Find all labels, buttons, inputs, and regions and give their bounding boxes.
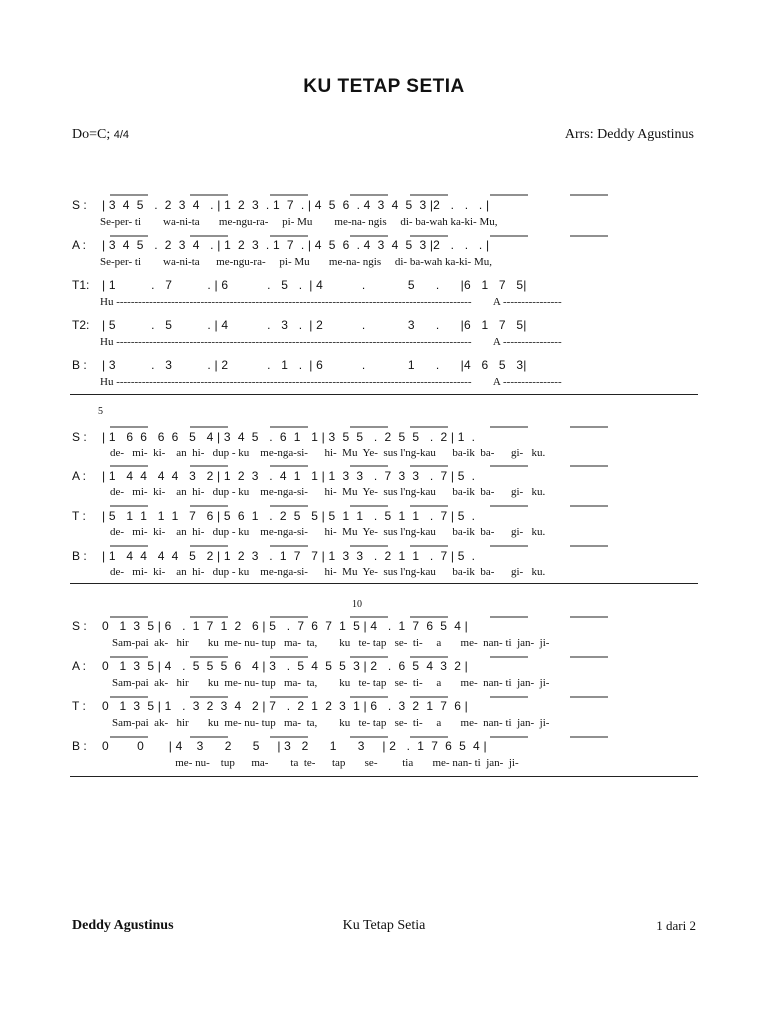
staff-tenor-1	[70, 278, 698, 294]
note-line: 0 1 3 5 | 1 . 3 2 3 4 2 | 7 . 2 1 2 3 1 | 6 . 3 2 1 7 6 |	[102, 699, 468, 713]
time-signature: 4/4	[113, 129, 130, 141]
score-system-1	[70, 188, 698, 396]
key-signature: Do=C;	[72, 127, 111, 142]
voice-label: S :	[72, 619, 87, 633]
arranger-credit: Arrs: Deddy Agustinus	[564, 127, 694, 142]
lyrics-line: Sam-pai ak- hir ku me- nu- tup ma- ta, ku te- tap se- ti- a me- nan- ti jan- ji-	[112, 717, 550, 729]
note-line: | 3 4 5 . 2 3 4 . | 1 2 3 . 1 7 . | 4 5 6 . 4 3 4 5 3 |2 . . . |	[102, 238, 490, 252]
lyrics-line: Hu ------------------------------------------------------------------------------------------------- A ----------------	[100, 376, 562, 388]
staff-alto	[70, 238, 698, 254]
footer-song-title: Ku Tetap Setia	[342, 918, 426, 933]
lyrics-line: Hu ------------------------------------------------------------------------------------------------- A ----------------	[100, 336, 562, 348]
staff-alto	[70, 469, 698, 485]
voice-label: A :	[72, 659, 87, 673]
lyrics-line: Hu ------------------------------------------------------------------------------------------------- A ----------------	[100, 296, 562, 308]
note-line: 0 0 | 4 3 2 5 | 3 2 1 3 | 2 . 1 7 6 5 4 |	[102, 739, 487, 753]
lyrics-line: de- mi- ki- an hi- dup - ku me-nga-si- hi- Mu Ye- sus l'ng-kau ba-ik ba- gi- ku.	[110, 526, 546, 538]
voice-label: B :	[72, 549, 87, 563]
note-line: | 1 . 7 . | 6 . 5 . | 4 . 5 . |6 1 7 5|	[102, 278, 527, 292]
staff-bass	[70, 739, 698, 755]
note-line: | 5 1 1 1 1 7 6 | 5 6 1 . 2 5 5 | 5 1 1 . 5 1 1 . 7 | 5 .	[102, 509, 476, 523]
voice-label: S :	[72, 198, 87, 212]
system-divider	[70, 583, 698, 584]
voice-label: A :	[72, 238, 87, 252]
page-title: KU TETAP SETIA	[303, 76, 465, 97]
note-line: | 1 4 4 4 4 5 2 | 1 2 3 . 1 7 7 | 1 3 3 . 2 1 1 . 7 | 5 .	[102, 549, 476, 563]
voice-label: T :	[72, 509, 86, 523]
lyrics-line: Se-per- ti wa-ni-ta me-ngu-ra- pi- Mu me-na- ngis di- ba-wah ka-ki- Mu,	[100, 216, 498, 228]
system-divider	[70, 394, 698, 395]
voice-label: T2:	[72, 318, 90, 332]
lyrics-line: Sam-pai ak- hir ku me- nu- tup ma- ta, ku te- tap se- ti- a me- nan- ti jan- ji-	[112, 637, 550, 649]
measure-number: 5	[98, 406, 103, 417]
key-and-time	[72, 127, 129, 143]
lyrics-line: Sam-pai ak- hir ku me- nu- tup ma- ta, ku te- tap se- ti- a me- nan- ti jan- ji-	[112, 677, 550, 689]
score-system-3	[70, 598, 698, 778]
lyrics-line: de- mi- ki- an hi- dup - ku me-nga-si- hi- Mu Ye- sus l'ng-kau ba-ik ba- gi- ku.	[110, 447, 546, 459]
voice-label: S :	[72, 430, 87, 444]
lyrics-line: de- mi- ki- an hi- dup - ku me-nga-si- hi- Mu Ye- sus l'ng-kau ba-ik ba- gi- ku.	[110, 566, 546, 578]
staff-soprano	[70, 430, 698, 446]
staff-soprano	[70, 198, 698, 214]
lyrics-line: de- mi- ki- an hi- dup - ku me-nga-si- hi- Mu Ye- sus l'ng-kau ba-ik ba- gi- ku.	[110, 486, 546, 498]
staff-bass	[70, 549, 698, 565]
voice-label: B :	[72, 739, 87, 753]
staff-tenor	[70, 509, 698, 525]
staff-bass	[70, 358, 698, 374]
footer-page-number: 1 dari 2	[656, 918, 696, 933]
note-line: | 3 . 3 . | 2 . 1 . | 6 . 1 . |4 6 5 3|	[102, 358, 527, 372]
staff-tenor	[70, 699, 698, 715]
staff-soprano	[70, 619, 698, 635]
note-line: | 3 4 5 . 2 3 4 . | 1 2 3 . 1 7 . | 4 5 6 . 4 3 4 5 3 |2 . . . |	[102, 198, 490, 212]
measure-number: 10	[352, 599, 362, 610]
note-line: | 1 6 6 6 6 5 4 | 3 4 5 . 6 1 1 | 3 5 5 . 2 5 5 . 2 | 1 .	[102, 430, 476, 444]
lyrics-line: Se-per- ti wa-ni-ta me-ngu-ra- pi- Mu me-na- ngis di- ba-wah ka-ki- Mu,	[100, 256, 493, 268]
staff-tenor-2	[70, 318, 698, 334]
note-line: 0 1 3 5 | 6 . 1 7 1 2 6 | 5 . 7 6 7 1 5 | 4 . 1 7 6 5 4 |	[102, 619, 468, 633]
note-line: | 5 . 5 . | 4 . 3 . | 2 . 3 . |6 1 7 5|	[102, 318, 527, 332]
voice-label: T1:	[72, 278, 90, 292]
staff-alto	[70, 659, 698, 675]
footer-author: Deddy Agustinus	[72, 918, 174, 933]
voice-label: B :	[72, 358, 87, 372]
lyrics-line: me- nu- tup ma- ta te- tap se- tia me- nan- ti jan- ji-	[112, 757, 519, 769]
score-system-2	[70, 405, 698, 585]
note-line: 0 1 3 5 | 4 . 5 5 5 6 4 | 3 . 5 4 5 5 3 | 2 . 6 5 4 3 2 |	[102, 659, 468, 673]
voice-label: T :	[72, 699, 86, 713]
voice-label: A :	[72, 469, 87, 483]
note-line: | 1 4 4 4 4 3 2 | 1 2 3 . 4 1 1 | 1 3 3 . 7 3 3 . 7 | 5 .	[102, 469, 476, 483]
system-divider	[70, 776, 698, 777]
